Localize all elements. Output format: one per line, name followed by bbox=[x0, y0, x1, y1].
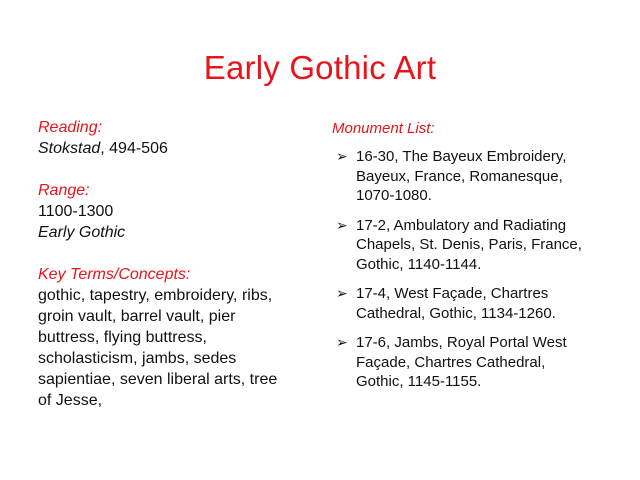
monument-line: Gothic, 1140-1144. bbox=[356, 255, 482, 273]
monument-line: Cathedral, Gothic, 1134-1260. bbox=[356, 304, 556, 322]
range-label: Range: bbox=[38, 182, 90, 199]
left-column bbox=[38, 117, 318, 411]
arrow-bullet-icon: ➢ bbox=[336, 148, 348, 164]
right-column bbox=[332, 119, 612, 402]
monument-line: 17-4, West Façade, Chartres bbox=[356, 285, 549, 302]
key-terms-line: scholasticism, jambs, sedes bbox=[38, 350, 237, 367]
key-terms-line: groin vault, barrel vault, pier bbox=[38, 308, 236, 325]
arrow-bullet-icon: ➢ bbox=[336, 334, 348, 350]
list-item bbox=[332, 147, 612, 206]
list-item bbox=[332, 333, 612, 392]
monument-line: Façade, Chartres Cathedral, bbox=[356, 353, 546, 371]
monument-line: 16-30, The Bayeux Embroidery, bbox=[356, 148, 567, 165]
reading-label: Reading: bbox=[38, 119, 103, 136]
monument-line: 17-2, Ambulatory and Radiating bbox=[356, 216, 567, 234]
monument-line: Chapels, St. Denis, Paris, France, bbox=[356, 236, 582, 253]
reading-pages: , 494-506 bbox=[100, 140, 168, 157]
slide-title: Early Gothic Art bbox=[203, 49, 437, 86]
range-period: Early Gothic bbox=[38, 224, 126, 241]
monument-list bbox=[332, 147, 612, 392]
list-item bbox=[332, 284, 612, 323]
key-terms-line: of Jesse, bbox=[38, 392, 103, 409]
monument-line: 1070-1080. bbox=[356, 187, 432, 204]
monument-line: Gothic, 1145-1155. bbox=[356, 373, 482, 390]
key-terms-label: Key Terms/Concepts: bbox=[38, 266, 191, 283]
key-terms-line: buttress, flying buttress, bbox=[38, 329, 207, 346]
arrow-bullet-icon: ➢ bbox=[336, 216, 348, 233]
reading-author: Stokstad bbox=[38, 140, 101, 157]
monument-line: Bayeux, France, Romanesque, bbox=[356, 167, 563, 185]
monument-line: 17-6, Jambs, Royal Portal West bbox=[356, 334, 567, 351]
range-years: 1100-1300 bbox=[38, 203, 114, 220]
list-item bbox=[332, 216, 612, 275]
key-terms-line: sapientiae, seven liberal arts, tree bbox=[38, 371, 278, 388]
arrow-bullet-icon: ➢ bbox=[336, 285, 348, 301]
key-terms-line: gothic, tapestry, embroidery, ribs, bbox=[38, 287, 273, 304]
reading-citation bbox=[38, 138, 318, 159]
monument-list-label: Monument List: bbox=[332, 120, 435, 137]
